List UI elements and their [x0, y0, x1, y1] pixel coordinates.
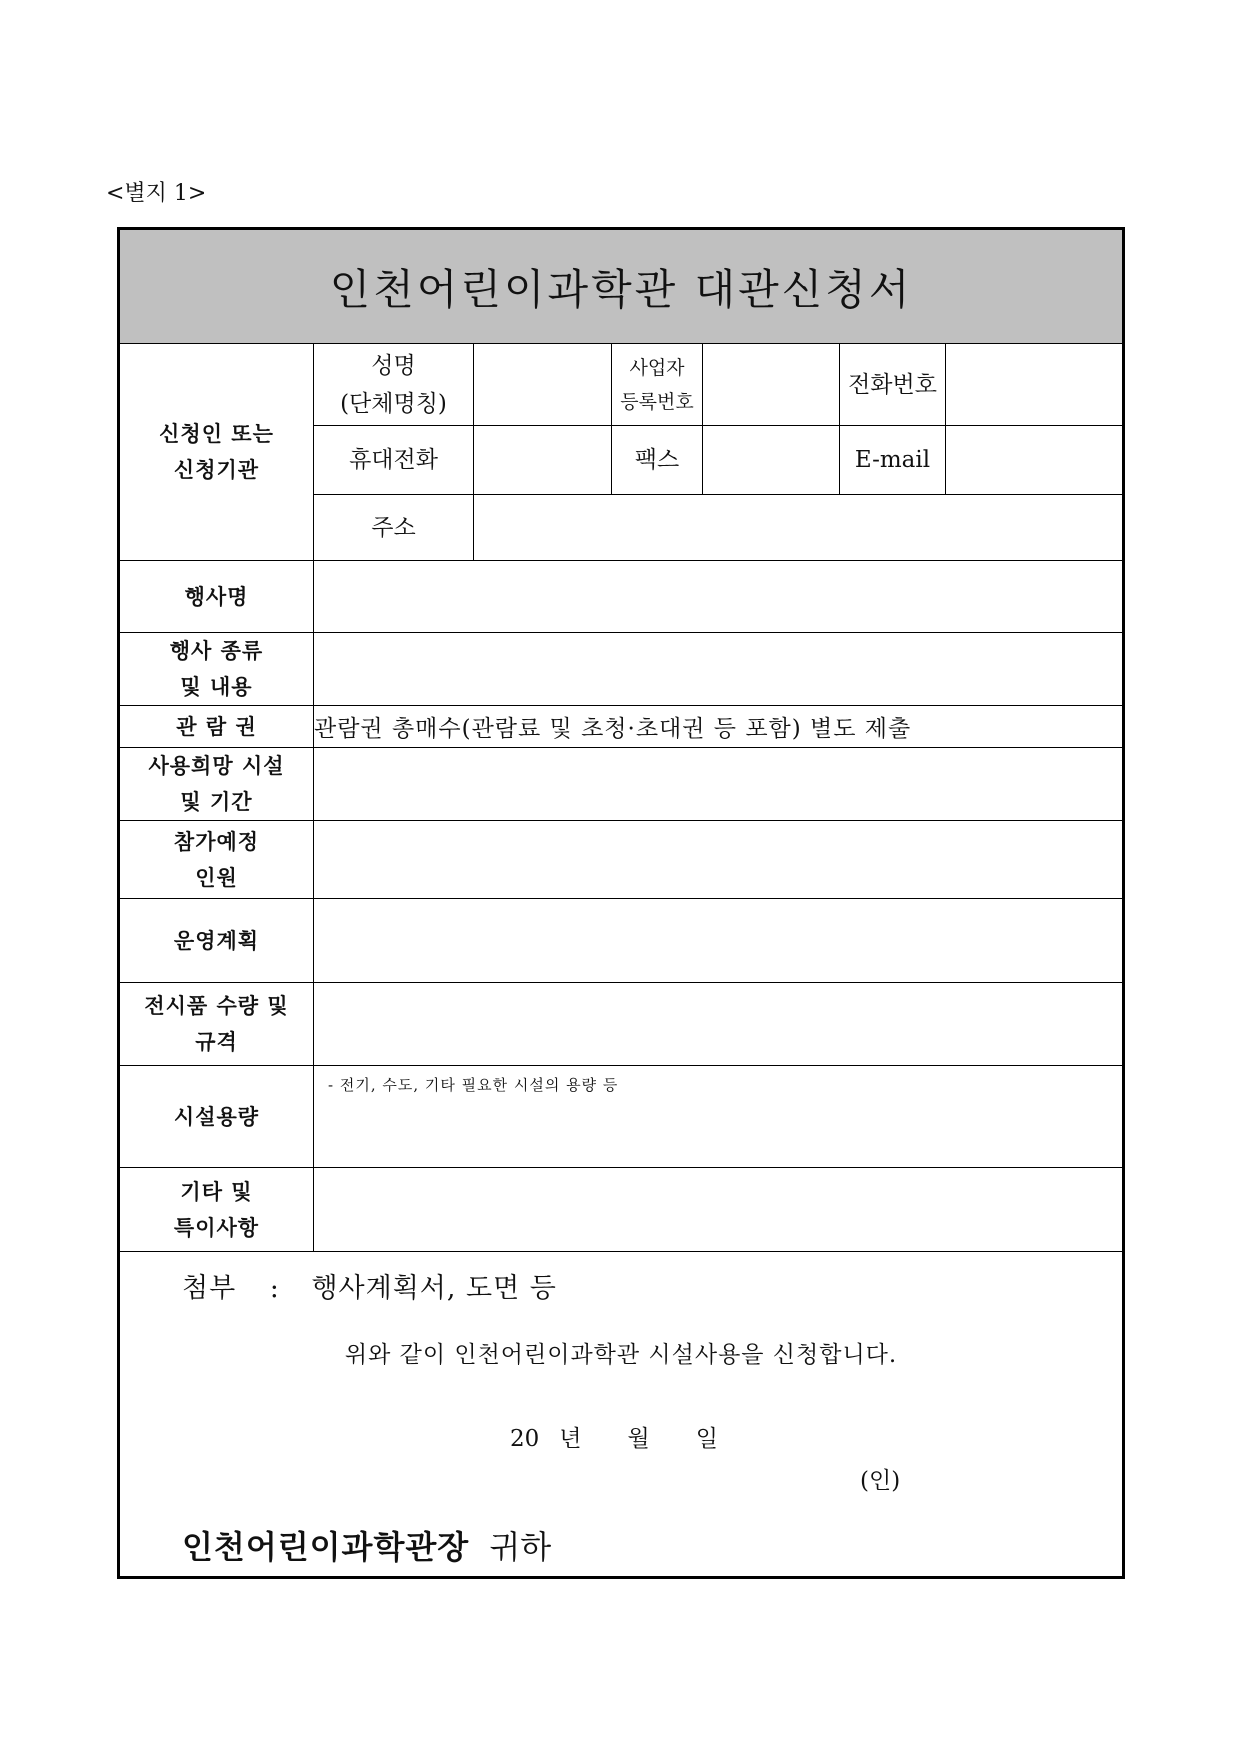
business-number-label: [612, 344, 703, 426]
mobile-field[interactable]: [474, 426, 612, 495]
fax-label: 팩스: [612, 426, 703, 495]
applicant-label: [119, 344, 314, 561]
attach-colon: :: [269, 1273, 280, 1304]
address-field[interactable]: [474, 495, 1124, 561]
seal-mark: (인): [860, 1468, 901, 1494]
other-label: [119, 1168, 314, 1252]
attendees-label-line1: 참가예정: [173, 829, 260, 854]
facility-period-label-line2: 및 기간: [180, 790, 253, 814]
recipient-title: 인천어린이과학관장: [182, 1528, 470, 1566]
phone-label: 전화번호: [840, 344, 946, 426]
capacity-label: 시설용량: [119, 1066, 314, 1168]
attendees-label: [119, 821, 314, 899]
facility-period-label: [119, 748, 314, 821]
event-name-field[interactable]: [314, 561, 1124, 633]
month-label: 월: [627, 1426, 650, 1452]
fax-field[interactable]: [703, 426, 840, 495]
email-field[interactable]: [946, 426, 1124, 495]
capacity-note: - 전기, 수도, 기타 필요한 시설의 용량 등: [328, 1076, 619, 1094]
recipient-suffix: 귀하: [489, 1528, 552, 1566]
business-number-field[interactable]: [703, 344, 840, 426]
attachment-tag: <별지 1>: [106, 181, 207, 206]
ticket-value: 관람권 총매수(관람료 및 초청·초대권 등 포함) 별도 제출: [314, 706, 1124, 748]
event-type-label-line1: 행사 종류: [169, 639, 264, 663]
year-prefix: 20: [510, 1426, 540, 1452]
recipient-line: [182, 1522, 551, 1568]
name-value-field[interactable]: [474, 344, 612, 426]
phone-field[interactable]: [946, 344, 1124, 426]
business-number-label-line1: 사업자: [629, 356, 685, 379]
event-type-field[interactable]: [314, 633, 1124, 706]
ticket-label: 관 람 권: [119, 706, 314, 748]
email-label: E-mail: [840, 426, 946, 495]
event-name-label: 행사명: [119, 561, 314, 633]
business-number-label-line2: 등록번호: [620, 390, 694, 413]
facility-period-label-line1: 사용희망 시설: [148, 754, 285, 778]
operation-plan-field[interactable]: [314, 899, 1124, 983]
attach-items: 행사계획서, 도면 등: [311, 1273, 557, 1304]
other-field[interactable]: [314, 1168, 1124, 1252]
other-label-line1: 기타 및: [180, 1179, 253, 1204]
year-label: 년: [559, 1426, 582, 1452]
form-title: 인천어린이과학관 대관신청서: [119, 229, 1124, 344]
event-type-label: [119, 633, 314, 706]
applicant-label-line2: 신청기관: [173, 458, 260, 482]
mobile-label: 휴대전화: [314, 426, 474, 495]
capacity-field[interactable]: [314, 1066, 1124, 1168]
exhibits-label: [119, 983, 314, 1066]
declaration: 위와 같이 인천어린이과학관 시설사용을 신청합니다.: [344, 1342, 898, 1368]
attendees-field[interactable]: [314, 821, 1124, 899]
form-footer: [119, 1252, 1124, 1578]
attach-label: 첨부: [182, 1273, 237, 1304]
attendees-label-line2: 인원: [195, 865, 238, 890]
application-form: [117, 227, 1125, 1579]
name-label-line1: 성명: [371, 352, 416, 379]
exhibits-label-line1: 전시품 수량 및: [144, 994, 289, 1018]
date-line: [510, 1420, 764, 1453]
name-label: [314, 344, 474, 426]
facility-period-field[interactable]: [314, 748, 1124, 821]
exhibits-label-line2: 규격: [195, 1030, 238, 1054]
event-type-label-line2: 및 내용: [180, 675, 253, 699]
address-label: 주소: [314, 495, 474, 561]
applicant-label-line1: 신청인 또는: [159, 422, 274, 446]
exhibits-field[interactable]: [314, 983, 1124, 1066]
other-label-line2: 특이사항: [173, 1215, 260, 1240]
day-label: 일: [695, 1426, 718, 1452]
attachment-line: [182, 1266, 557, 1305]
operation-plan-label: 운영계획: [119, 899, 314, 983]
name-label-line2: (단체명칭): [340, 390, 447, 417]
